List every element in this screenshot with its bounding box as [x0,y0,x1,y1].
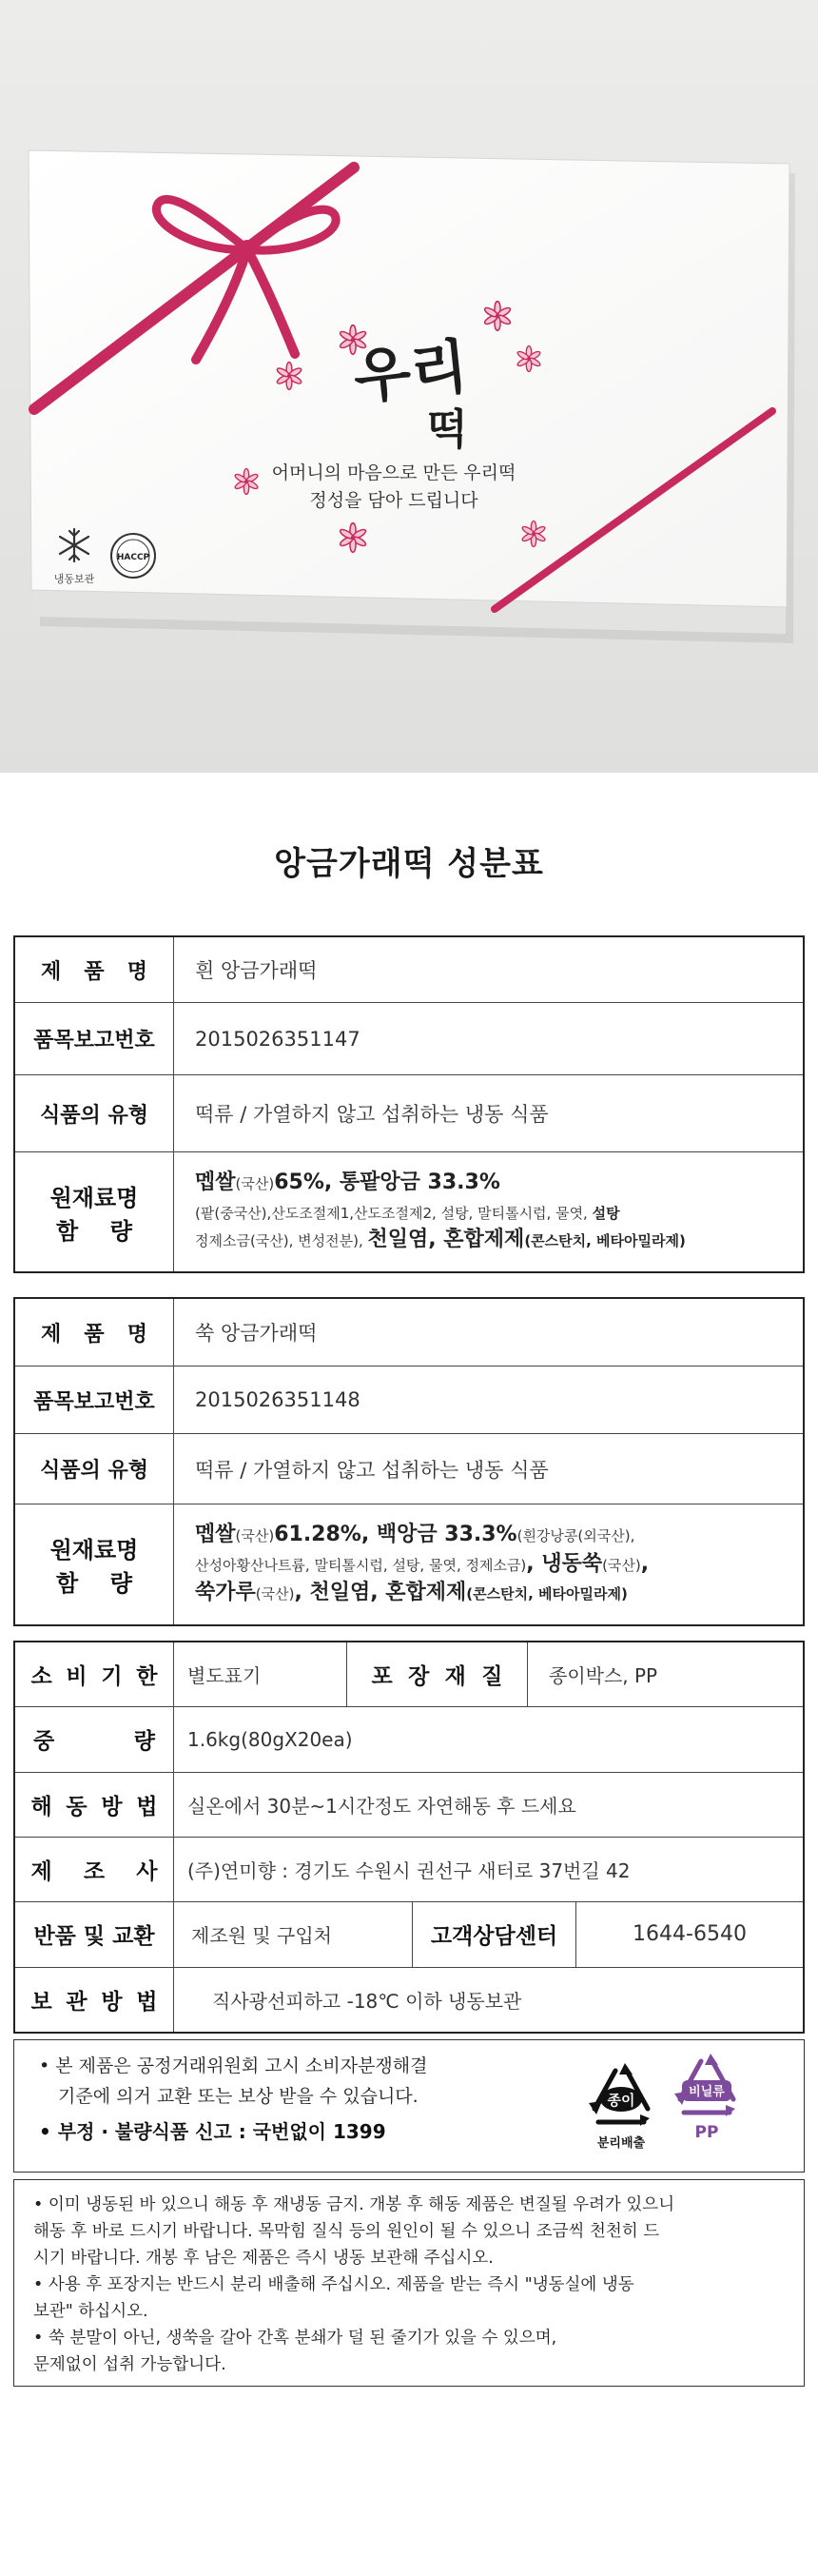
caution-line: 보관" 하십시오. [33,2302,148,2321]
info-row-maker [15,1838,803,1902]
brand-logo: 떡 [426,405,468,454]
slogan-line: 어머니의 마음으로 만든 우리떡 [271,462,516,483]
ingredient-text: , [640,1551,650,1576]
storage-value: 직사광선피하고 -18℃ 이하 냉동보관 [212,1989,522,2013]
ingredient-line [195,1198,620,1226]
ingredient-text: 65%, 통팥앙금 33.3% [274,1170,500,1194]
report-no-label: 품목보고번호 [15,1367,174,1434]
label-cell [15,1773,174,1837]
label-cell [347,1642,528,1706]
haccp-logo [111,534,155,578]
product-table-mugwort [13,1297,805,1626]
food-type-label: 식품의 유형 [15,1434,174,1504]
ingredient-text: 멥쌀 [195,1170,236,1194]
ingredients-label [15,1152,174,1271]
report-hotline: • 부정 · 불량식품 신고 : 국번없이 1399 [39,2120,386,2143]
returns-label: 반품 및 교환 [15,1902,174,1966]
paper-icon-label: 종이 [607,2092,635,2109]
ingredient-text: (흰강낭콩(외국산), [516,1526,635,1544]
ingredient-text: 61.28%, 백앙금 33.3% [274,1522,517,1546]
info-row-storage [15,1968,803,2032]
ingredient-text: , 천일염, 혼합제제 [294,1581,467,1605]
ingredient-text: (콘스탄치, 베타아밀라제) [466,1585,628,1603]
label-cell [15,1838,174,1901]
notice-box [13,2039,805,2173]
ingredient-origin: (국산) [235,1175,275,1192]
product-photo [0,0,818,773]
report-no-value: 2015026351148 [174,1367,803,1434]
caution-box [13,2179,805,2387]
product-table-white [13,935,805,1273]
storage-label: 보 관 방 법 [30,1989,158,2015]
ingredient-origin: (국산) [235,1526,275,1544]
food-type-value: 떡류 / 가열하지 않고 섭취하는 냉동 식품 [174,1434,803,1504]
ingredient-text: 산성아황산나트륨, 말티톨시럽, 설탕, 물엿, 정제소금) [195,1556,527,1574]
label-cell [15,937,174,1003]
caution-line: 해동 후 바로 드시기 바랍니다. 목막힘 질식 등의 원인이 될 수 있으니 조금씩 천천히 드 [33,2222,660,2241]
ingredient-text: 천일염, 혼합제제 [367,1228,525,1252]
caution-line: • 사용 후 포장지는 반드시 분리 배출해 주십시오. 제품을 받는 즉시 "냉동실에 냉동 [33,2275,634,2294]
label-cell [15,1707,174,1771]
caution-line: • 쑥 분말이 아닌, 생쑥을 갈아 간혹 분쇄가 덜 된 줄기가 있을 수 있으며, [33,2329,557,2348]
ingredient-origin: (국산) [255,1585,295,1603]
caution-line: • 이미 냉동된 바 있으니 해동 후 재냉동 금지. 개봉 후 해동 제품은 변질될 우려가 있으니 [33,2195,675,2214]
product-name-value: 흰 앙금가래떡 [174,937,803,1003]
food-type-label: 식품의 유형 [15,1075,174,1152]
page-title: 앙금가래떡 성분표 [274,845,544,883]
vinyl-icon-sub: PP [694,2123,719,2142]
info-row-returns [15,1902,803,1967]
product-name-label: 제 품 명 [41,959,147,984]
vinyl-icon-label: 비닐류 [689,2085,725,2099]
ingredient-text: (콘스탄치, 베타아밀라제) [524,1232,686,1250]
ingredients-label-line: 함 량 [56,1570,132,1597]
paper-icon-sub: 분리배출 [596,2136,646,2151]
label-cell [15,1968,174,2032]
ingredient-origin: (국산) [602,1556,641,1574]
shelf-life-value: 별도표기 [174,1642,347,1706]
food-type-value: 떡류 / 가열하지 않고 섭취하는 냉동 식품 [174,1075,803,1152]
info-row-thaw [15,1773,803,1838]
weight-value: 1.6kg(80gX20ea) [187,1727,353,1751]
thaw-label: 해 동 방 법 [30,1794,158,1819]
label-cell [15,1642,174,1706]
ingredients-value [174,1504,803,1624]
support-label: 고객상담센터 [413,1902,576,1966]
info-row-shelf-life [15,1642,803,1707]
ingredient-line [195,1579,628,1608]
label-cell [15,1299,174,1367]
notice-line: 기준에 의거 교환 또는 보상 받을 수 있습니다. [58,2086,419,2107]
report-no-value: 2015026351147 [174,1003,803,1075]
ingredient-text: 멥쌀 [195,1522,236,1546]
ingredient-text: 정제소금(국산), 변성전분), [195,1232,368,1250]
ingredients-label-line: 원재료명 [49,1184,139,1211]
ingredient-text: 설탕 [592,1204,620,1222]
ingredients-label-line: 함 량 [56,1217,132,1245]
ingredients-label [15,1504,174,1624]
vinyl-recycle-icon [667,2050,747,2154]
weight-label: 중 량 [33,1729,155,1755]
support-phone: 1644-6540 [633,1922,747,1947]
packaging-label: 포 장 재 질 [371,1664,503,1690]
ingredient-line [195,1521,634,1550]
thaw-value: 실온에서 30분~1시간정도 자연해동 후 드세요 [187,1794,576,1818]
haccp-label: HACCP [116,553,150,562]
caution-line: 시기 바랍니다. 개봉 후 남은 제품은 즉시 냉동 보관해 주십시오. [33,2249,494,2268]
info-row-weight [15,1707,803,1772]
caution-line: 문제없이 섭취 가능합니다. [33,2355,226,2374]
freeze-label: 냉동보관 [53,573,95,585]
ingredient-line [195,1550,649,1580]
brand-logo: 우리 [350,331,472,413]
ingredients-value [174,1152,803,1271]
returns-value: 제조원 및 구입처 [174,1902,413,1966]
ingredient-text: , 냉동쑥 [526,1551,603,1576]
maker-label: 제 조 사 [30,1859,158,1885]
slogan-line: 정성을 담아 드립니다 [309,490,478,511]
product-name-label: 제 품 명 [41,1322,147,1347]
ingredients-label-line: 원재료명 [49,1537,139,1563]
ingredient-line [195,1169,500,1198]
ingredient-line [195,1226,686,1255]
product-info-table [13,1641,805,2034]
paper-recycle-icon [583,2059,659,2154]
shelf-life-label: 소 비 기 한 [30,1664,158,1690]
ingredient-text: 쑥가루 [195,1581,256,1605]
maker-value: (주)연미향 : 경기도 수원시 권선구 새터로 37번길 42 [187,1859,631,1883]
ingredient-text: (팥(중국산),산도조절제1,산도조절제2, 설탕, 말티톨시럽, 물엿, [195,1204,593,1222]
report-no-label: 품목보고번호 [15,1003,174,1075]
packaging-value: 종이박스, PP [549,1664,658,1688]
product-name-value: 쑥 앙금가래떡 [174,1299,803,1367]
notice-line: • 본 제품은 공정거래위원회 고시 소비자분쟁해결 [39,2055,428,2076]
